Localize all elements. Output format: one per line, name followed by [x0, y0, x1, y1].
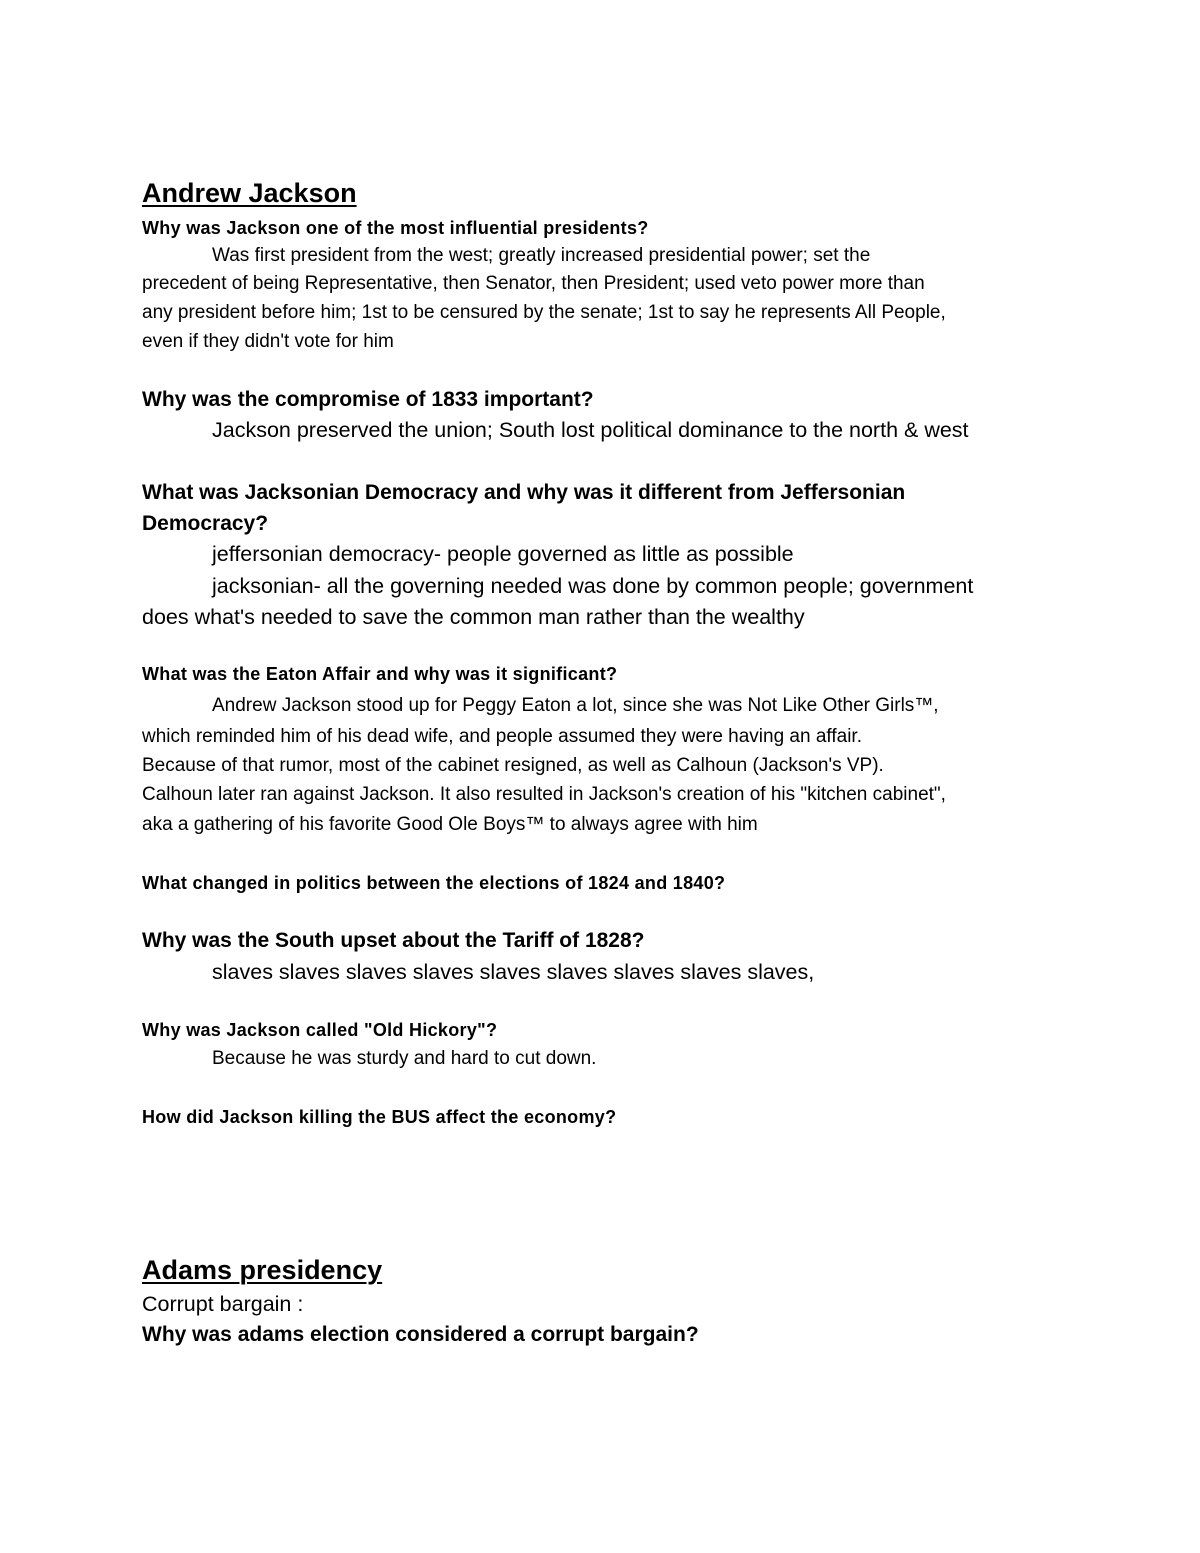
answer-line: aka a gathering of his favorite Good Ole Boys™ to always agree with him [142, 814, 758, 835]
question-jacksonian-democracy: What was Jacksonian Democracy and why was it different from Jeffersonian [142, 481, 906, 504]
section-heading-adams-presidency: Adams presidency [142, 1255, 383, 1285]
question-old-hickory: Why was Jackson called "Old Hickory"? [142, 1020, 498, 1040]
answer-line: jacksonian- all the governing needed was done by common people; government [212, 574, 974, 598]
answer-line: Andrew Jackson stood up for Peggy Eaton a lot, since she was Not Like Other Girls™, [212, 695, 939, 716]
answer-line: Was first president from the west; greatly increased presidential power; set the [212, 245, 871, 266]
answer-line: Because he was sturdy and hard to cut down. [212, 1048, 597, 1069]
answer-line: jeffersonian democracy- people governed as little as possible [212, 542, 794, 566]
answer-line: any president before him; 1st to be censured by the senate; 1st to say he represents All People, [142, 302, 946, 323]
question-politics-1824-1840: What changed in politics between the elections of 1824 and 1840? [142, 873, 726, 893]
question-eaton-affair: What was the Eaton Affair and why was it significant? [142, 664, 618, 684]
question-jacksonian-democracy-cont: Democracy? [142, 512, 269, 535]
answer-line: Calhoun later ran against Jackson. It also resulted in Jackson's creation of his "kitchen cabinet", [142, 784, 946, 805]
answer-line: does what's needed to save the common man rather than the wealthy [142, 605, 805, 629]
answer-line: Jackson preserved the union; South lost political dominance to the north & west [212, 418, 969, 442]
section-heading-andrew-jackson: Andrew Jackson [142, 178, 357, 208]
question-tariff-1828: Why was the South upset about the Tariff of 1828? [142, 929, 645, 952]
answer-line: even if they didn't vote for him [142, 331, 394, 352]
answer-line: precedent of being Representative, then Senator, then President; used veto power more than [142, 273, 925, 294]
answer-line: which reminded him of his dead wife, and people assumed they were having an affair. [142, 726, 862, 747]
question-influential: Why was Jackson one of the most influential presidents? [142, 218, 649, 238]
answer-line: slaves slaves slaves slaves slaves slaves slaves slaves slaves, [212, 960, 815, 984]
question-corrupt-bargain: Why was adams election considered a corrupt bargain? [142, 1323, 699, 1346]
answer-line: Because of that rumor, most of the cabinet resigned, as well as Calhoun (Jackson's VP). [142, 755, 884, 776]
question-compromise-1833: Why was the compromise of 1833 important? [142, 388, 594, 411]
term-corrupt-bargain: Corrupt bargain : [142, 1292, 304, 1316]
question-bus-economy: How did Jackson killing the BUS affect the economy? [142, 1107, 617, 1127]
